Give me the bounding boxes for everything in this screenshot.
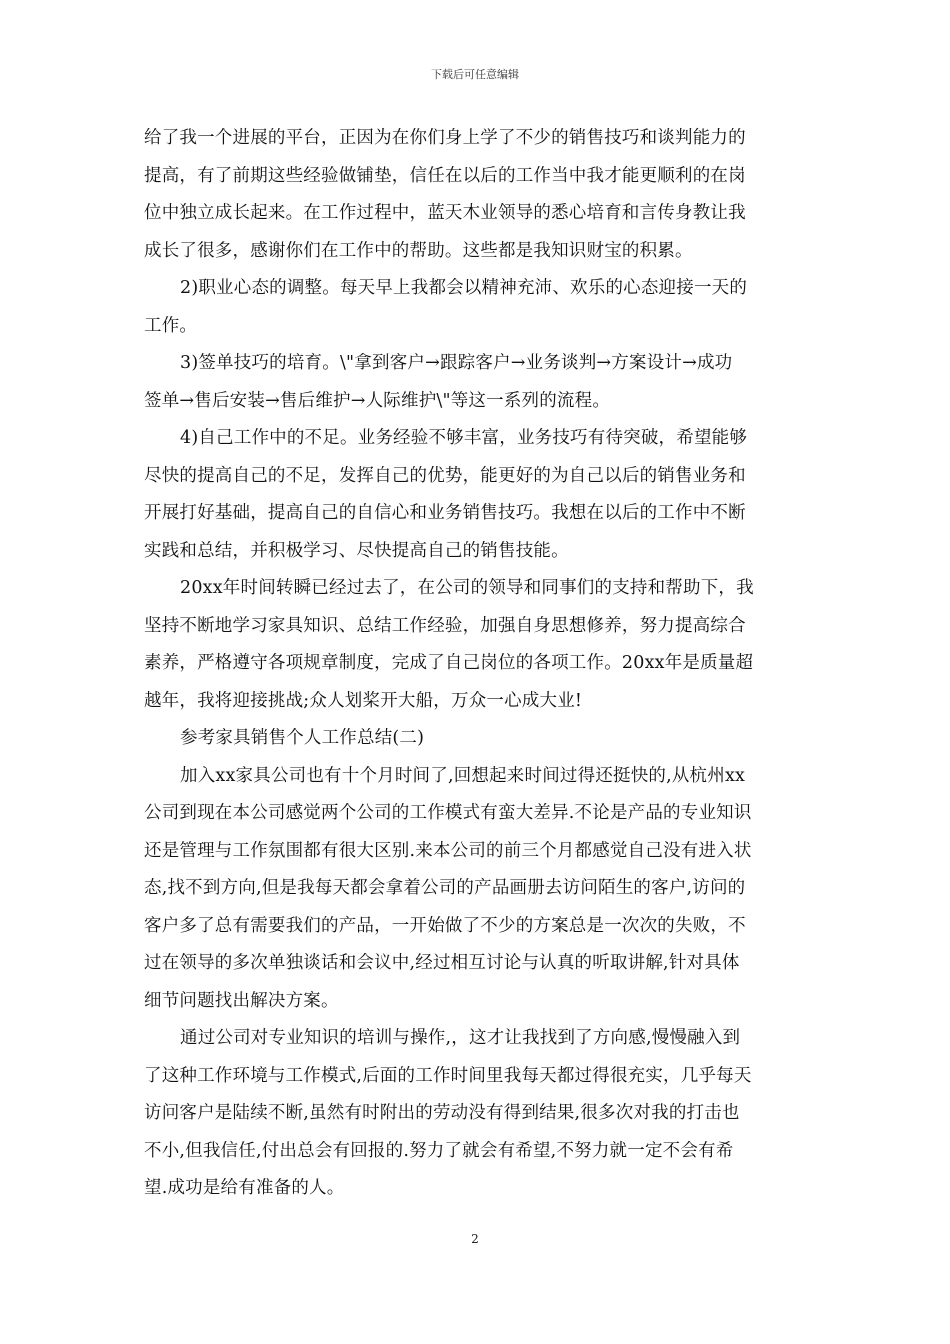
text-line: 望.成功是给有准备的人。 xyxy=(144,1178,345,1198)
text-line: 态,找不到方向,但是我每天都会拿着公司的产品画册去访问陌生的客户,访问的 xyxy=(144,878,746,898)
page-number: 2 xyxy=(471,1232,479,1246)
text-line: 加入xx家具公司也有十个月时间了,回想起来时间过得还挺快的,从杭州xx xyxy=(180,765,746,786)
text-line: 成长了很多，感谢你们在工作中的帮助。这些都是我知识财宝的积累。 xyxy=(144,240,693,261)
text-line: 位中独立成长起来。在工作过程中，蓝天木业领导的悉心培育和言传身教让我 xyxy=(144,203,746,223)
text-line: 4)自己工作中的不足。业务经验不够丰富，业务技巧有待突破，希望能够 xyxy=(180,428,748,448)
text-line: 2)职业心态的调整。每天早上我都会以精神充沛、欢乐的心态迎接一天的 xyxy=(180,278,748,298)
text-line: 了这种工作环境与工作模式,后面的工作时间里我每天都过得很充实，几乎每天 xyxy=(144,1065,752,1086)
text-line: 细节问题找出解决方案。 xyxy=(144,990,339,1011)
text-line: 签单→售后安装→售后维护→人际维护\"等这一系列的流程。 xyxy=(144,390,611,411)
text-line: 坚持不断地学习家具知识、总结工作经验，加强自身思想修养，努力提高综合 xyxy=(144,615,746,636)
body-text xyxy=(144,120,808,1208)
section-title: 参考家具销售个人工作总结(二) xyxy=(180,728,425,748)
text-line: 不小,但我信任,付出总会有回报的.努力了就会有希望,不努力就一定不会有希 xyxy=(144,1140,734,1161)
text-line: 客户多了总有需要我们的产品，一开始做了不少的方案总是一次次的失败，不 xyxy=(144,915,746,936)
text-line: 给了我一个进展的平台，正因为在你们身上学了不少的销售技巧和谈判能力的 xyxy=(144,128,746,148)
text-line: 通过公司对专业知识的培训与操作,，这才让我找到了方向感,慢慢融入到 xyxy=(180,1028,741,1048)
text-line: 实践和总结，并积极学习、尽快提高自己的销售技能。 xyxy=(144,540,569,561)
text-line: 提高，有了前期这些经验做铺垫，信任在以后的工作当中我才能更顺利的在岗 xyxy=(144,165,746,186)
text-line: 过在领导的多次单独谈话和会议中,经过相互讨论与认真的听取讲解,针对具体 xyxy=(144,953,740,973)
text-line: 公司到现在本公司感觉两个公司的工作模式有蛮大差异.不论是产品的专业知识 xyxy=(144,803,752,823)
text-line: 3)签单技巧的培育。\"拿到客户→跟踪客户→业务谈判→方案设计→成功 xyxy=(180,353,733,373)
text-line: 越年，我将迎接挑战;众人划桨开大船，万众一心成大业! xyxy=(144,690,583,711)
text-line: 开展打好基础，提高自己的自信心和业务销售技巧。我想在以后的工作中不断 xyxy=(144,503,746,523)
text-line: 尽快的提高自己的不足，发挥自己的优势，能更好的为自己以后的销售业务和 xyxy=(144,465,746,486)
page-header: 下载后可任意编辑 xyxy=(431,68,519,81)
text-line: 还是管理与工作氛围都有很大区别.来本公司的前三个月都感觉自己没有进入状 xyxy=(144,840,752,861)
text-line: 20xx年时间转瞬已经过去了，在公司的领导和同事们的支持和帮助下，我 xyxy=(180,578,754,598)
text-line: 素养，严格遵守各项规章制度，完成了自己岗位的各项工作。20xx年是质量超 xyxy=(144,653,754,673)
text-line: 访问客户是陆续不断,虽然有时附出的劳动没有得到结果,很多次对我的打击也 xyxy=(144,1103,740,1123)
text-line: 工作。 xyxy=(144,315,198,336)
